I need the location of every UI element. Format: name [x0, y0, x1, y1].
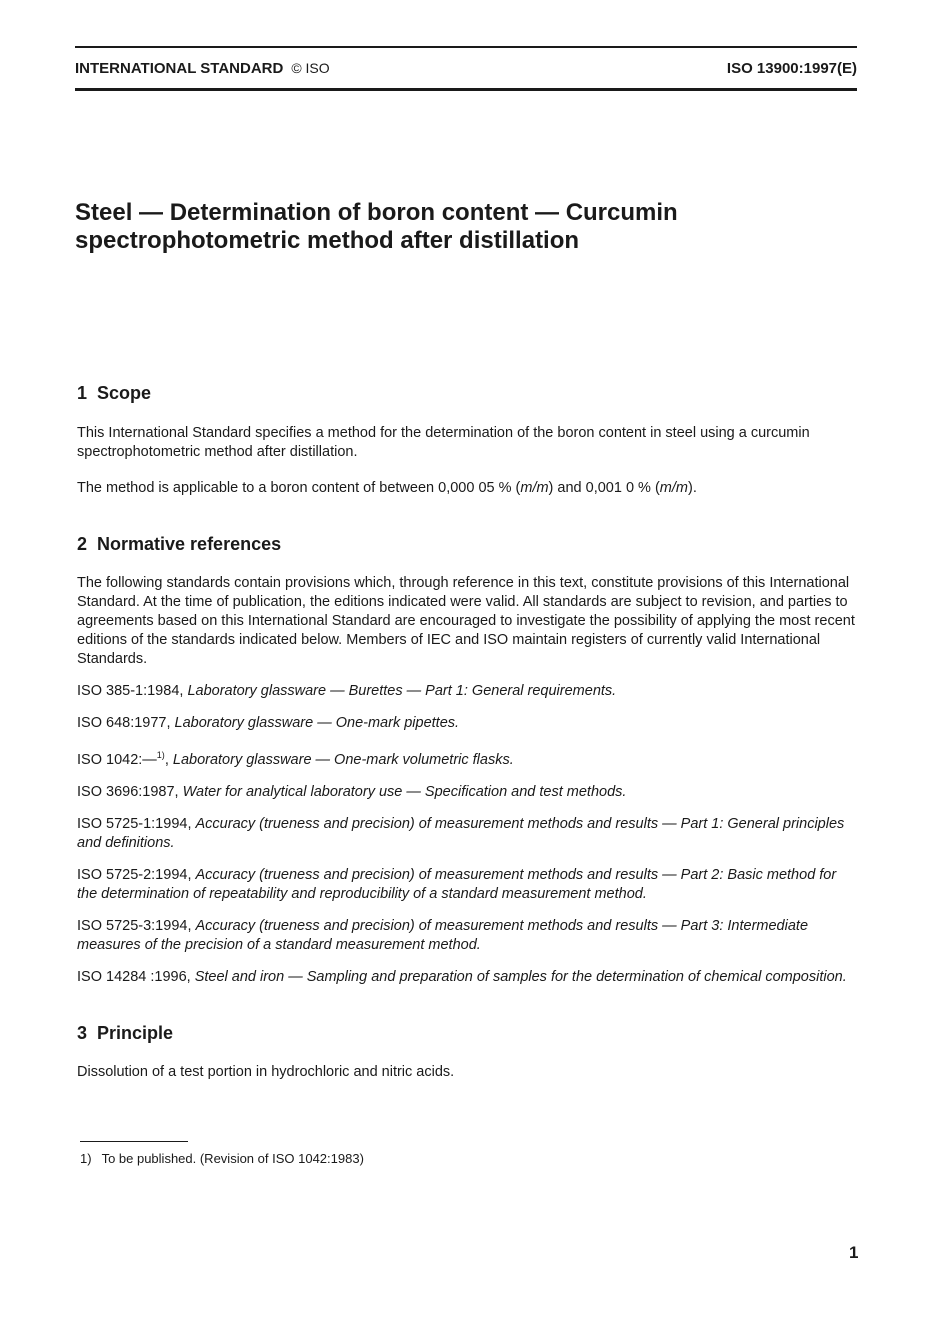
ref-code: ISO 385-1:1984,: [77, 683, 188, 699]
reference-item: [77, 866, 857, 904]
ref-title: Laboratory glassware — Burettes — Part 1: General requirements.: [187, 683, 617, 699]
section-normative-heading: [77, 531, 857, 557]
scope-unit-1: m/m: [520, 480, 549, 496]
page-number: 1: [849, 1243, 859, 1262]
scope-p2-after: ).: [687, 480, 697, 496]
ref-code: ISO 5725-3:1994,: [77, 917, 196, 934]
section-scope-heading: [77, 380, 857, 406]
ref-code: ISO 5725-2:1994,: [77, 866, 196, 883]
header-standard-label: INTERNATIONAL STANDARD: [75, 60, 284, 77]
section-number: 1: [77, 383, 88, 403]
document-title: [75, 199, 835, 255]
header-top-rule: [75, 46, 857, 48]
ref-sep: ,: [164, 751, 173, 768]
scope-p2-before: The method is applicable to a boron content of between 0,000 05 % (: [77, 480, 521, 496]
ref-title: Water for analytical laboratory use — Specification and test methods.: [182, 783, 627, 800]
section-number: 3: [77, 1022, 88, 1043]
reference-item: [77, 746, 857, 770]
title-line-1: Steel — Determination of boron content — Curcumin: [75, 199, 678, 226]
normative-intro: The following standards contain provisions which, through reference in this text, constitute provisions of this International Standard. At the time of publication, the editions indicated were valid. All standards are subject to revision, and parties to agreements based on this International Standard are encouraged to investigate the possibility of applying the most recent editions of the standards indicated below. Members of IEC and ISO maintain registers of currently valid International Standards.: [77, 575, 855, 667]
reference-item: [77, 815, 857, 853]
reference-item: [77, 968, 857, 987]
scope-p2-middle: ) and 0,001 0 % (: [548, 480, 660, 496]
ref-code: ISO 1042:—: [77, 751, 157, 768]
ref-title: Accuracy (trueness and precision) of measurement methods and results — Part 2: Basic method for the determination of repeatability and reproducibility of a standard measurement method.: [77, 866, 837, 902]
reference-item: [77, 917, 857, 955]
scope-unit-2: m/m: [659, 480, 688, 496]
footnote-number: 1): [80, 1151, 92, 1166]
ref-title: Accuracy (trueness and precision) of measurement methods and results — Part 3: Intermediate measures of the precision of a standard measurement method.: [77, 917, 809, 953]
page-header: [75, 60, 857, 77]
header-left: [75, 60, 330, 77]
section-title: Normative references: [97, 534, 282, 554]
scope-paragraph-2: [77, 479, 857, 498]
scope-paragraph-1: This International Standard specifies a method for the determination of the boron content in steel using a curcumin spectrophotometric method after distillation.: [77, 425, 810, 460]
reference-item: [77, 682, 857, 701]
header-bottom-rule: [75, 88, 857, 91]
section-title: Scope: [97, 383, 152, 403]
section-principle-heading: [77, 1020, 857, 1046]
ref-title: Accuracy (trueness and precision) of measurement methods and results — Part 1: General principles and definitions.: [77, 815, 845, 851]
reference-item: [77, 783, 857, 802]
title-line-2: spectrophotometric method after distillation: [75, 227, 580, 254]
header-copyright: © ISO: [291, 60, 330, 76]
footnote-text: To be published. (Revision of ISO 1042:1983): [101, 1151, 364, 1166]
ref-title: Steel and iron — Sampling and preparation of samples for the determination of chemical composition.: [194, 968, 847, 985]
document-body: [77, 380, 857, 1082]
footnote-marker: 1): [156, 750, 165, 760]
ref-title: Laboratory glassware — One-mark volumetric flasks.: [172, 751, 514, 768]
ref-code: ISO 5725-1:1994,: [77, 815, 196, 832]
ref-code: ISO 14284 :1996,: [77, 968, 195, 985]
ref-code: ISO 3696:1987,: [77, 783, 183, 800]
principle-paragraph-1: Dissolution of a test portion in hydrochloric and nitric acids.: [77, 1063, 455, 1080]
ref-title: Laboratory glassware — One-mark pipettes.: [174, 715, 460, 731]
footnote-rule: [80, 1141, 188, 1142]
section-title: Principle: [97, 1022, 174, 1043]
section-number: 2: [77, 534, 88, 554]
header-doc-id: ISO 13900:1997(E): [726, 60, 857, 77]
ref-code: ISO 648:1977,: [77, 715, 175, 731]
reference-item: [77, 714, 857, 733]
footnote: [80, 1151, 364, 1166]
